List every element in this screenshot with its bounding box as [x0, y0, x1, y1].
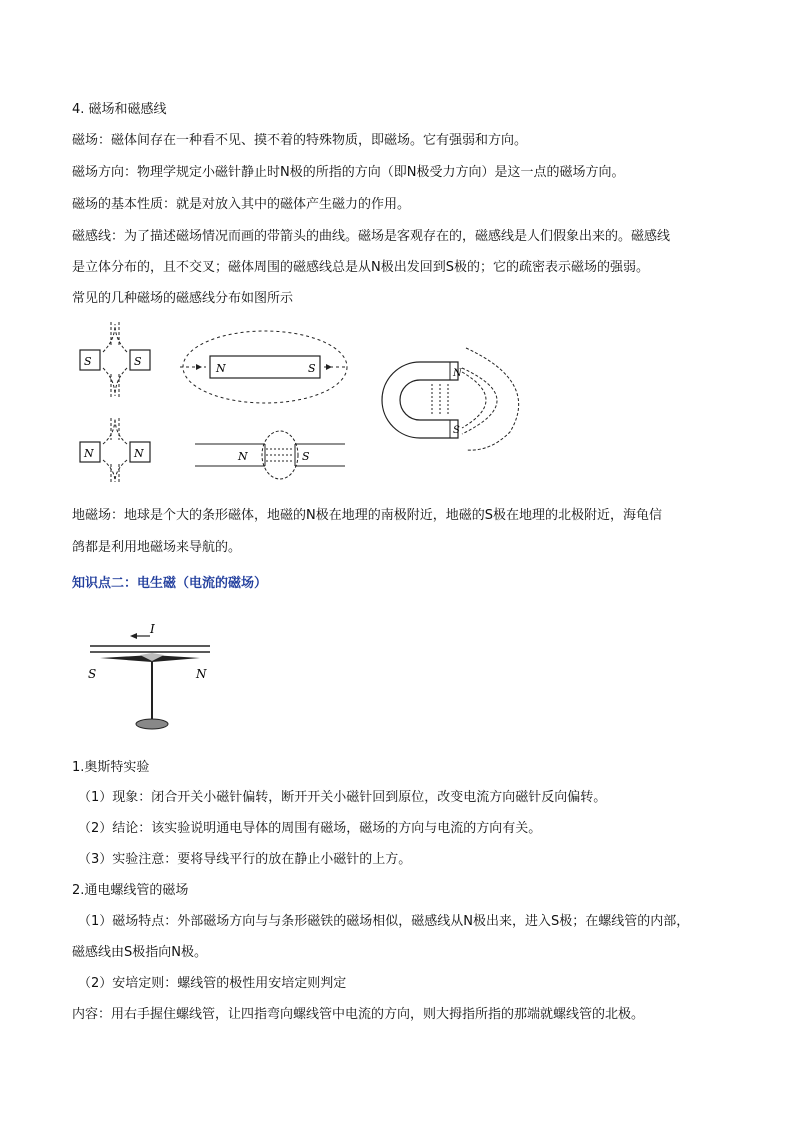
- paragraph: 地磁场：地球是个大的条形磁体，地磁的N极在地理的南极附近，地磁的S极在地理的北极附近，海龟信: [72, 508, 662, 523]
- pole-label: S: [134, 355, 142, 368]
- pole-label: N: [134, 447, 144, 460]
- attract-diagram: [195, 431, 345, 479]
- paragraph: （1）磁场特点：外部磁场方向与与条形磁铁的磁场相似，磁感线从N极出来，进入S极；在螺线管的内部，: [78, 914, 690, 929]
- pole-label: S: [88, 667, 97, 681]
- paragraph: 磁场：磁体间存在一种看不见、摸不着的特殊物质，即磁场。它有强弱和方向。: [72, 133, 528, 148]
- pole-label: N: [238, 450, 248, 463]
- paragraph: （2）安培定则：螺线管的极性用安培定则判定: [78, 976, 347, 991]
- current-label: I: [150, 622, 155, 636]
- pole-label: N: [196, 667, 207, 681]
- paragraph: （2）结论：该实验说明通电导体的周围有磁场，磁场的方向与电流的方向有关。: [78, 821, 542, 836]
- pole-label: S: [302, 450, 310, 463]
- pole-label: S: [308, 362, 316, 375]
- pole-label: N: [216, 362, 226, 375]
- paragraph: 鸽都是利用地磁场来导航的。: [72, 540, 242, 555]
- nn-repel-diagram: [80, 418, 150, 482]
- pole-label: N: [84, 447, 94, 460]
- oersted-figure: [80, 618, 220, 738]
- bar-magnet-diagram: [180, 331, 348, 403]
- horseshoe-magnet-diagram: [382, 348, 519, 450]
- paragraph: 常见的几种磁场的磁感线分布如图所示: [72, 291, 294, 306]
- pole-label: S: [453, 425, 460, 436]
- section-heading: 知识点二：电生磁（电流的磁场）: [72, 576, 268, 591]
- paragraph: 磁感线由S极指向N极。: [72, 945, 207, 960]
- paragraph: 内容：用右手握住螺线管，让四指弯向螺线管中电流的方向，则大拇指所指的那端就螺线管的北极。: [72, 1007, 645, 1022]
- paragraph: （1）现象：闭合开关小磁针偏转，断开开关小磁针回到原位，改变电流方向磁针反向偏转。: [78, 790, 607, 805]
- pole-label: N: [453, 368, 462, 379]
- paragraph: 是立体分布的，且不交叉；磁体周围的磁感线总是从N极出发回到S极的；它的疏密表示磁场的强弱。: [72, 260, 649, 275]
- paragraph: （3）实验注意：要将导线平行的放在静止小磁针的上方。: [78, 852, 412, 867]
- paragraph: 磁感线：为了描述磁场情况而画的带箭头的曲线。磁场是客观存在的，磁感线是人们假象出来的。磁感线: [72, 229, 671, 244]
- paragraph: 磁场的基本性质：就是对放入其中的磁体产生磁力的作用。: [72, 197, 411, 212]
- field-lines-figure: [70, 322, 530, 482]
- paragraph: 磁场方向：物理学规定小磁针静止时N极的所指的方向（即N极受力方向）是这一点的磁场方向。: [72, 165, 625, 180]
- section-title: 4. 磁场和磁感线: [72, 102, 167, 117]
- pole-label: S: [84, 355, 92, 368]
- ss-repel-diagram: [80, 322, 150, 398]
- subsection-title: 2.通电螺线管的磁场: [72, 883, 189, 898]
- subsection-title: 1.奥斯特实验: [72, 760, 150, 775]
